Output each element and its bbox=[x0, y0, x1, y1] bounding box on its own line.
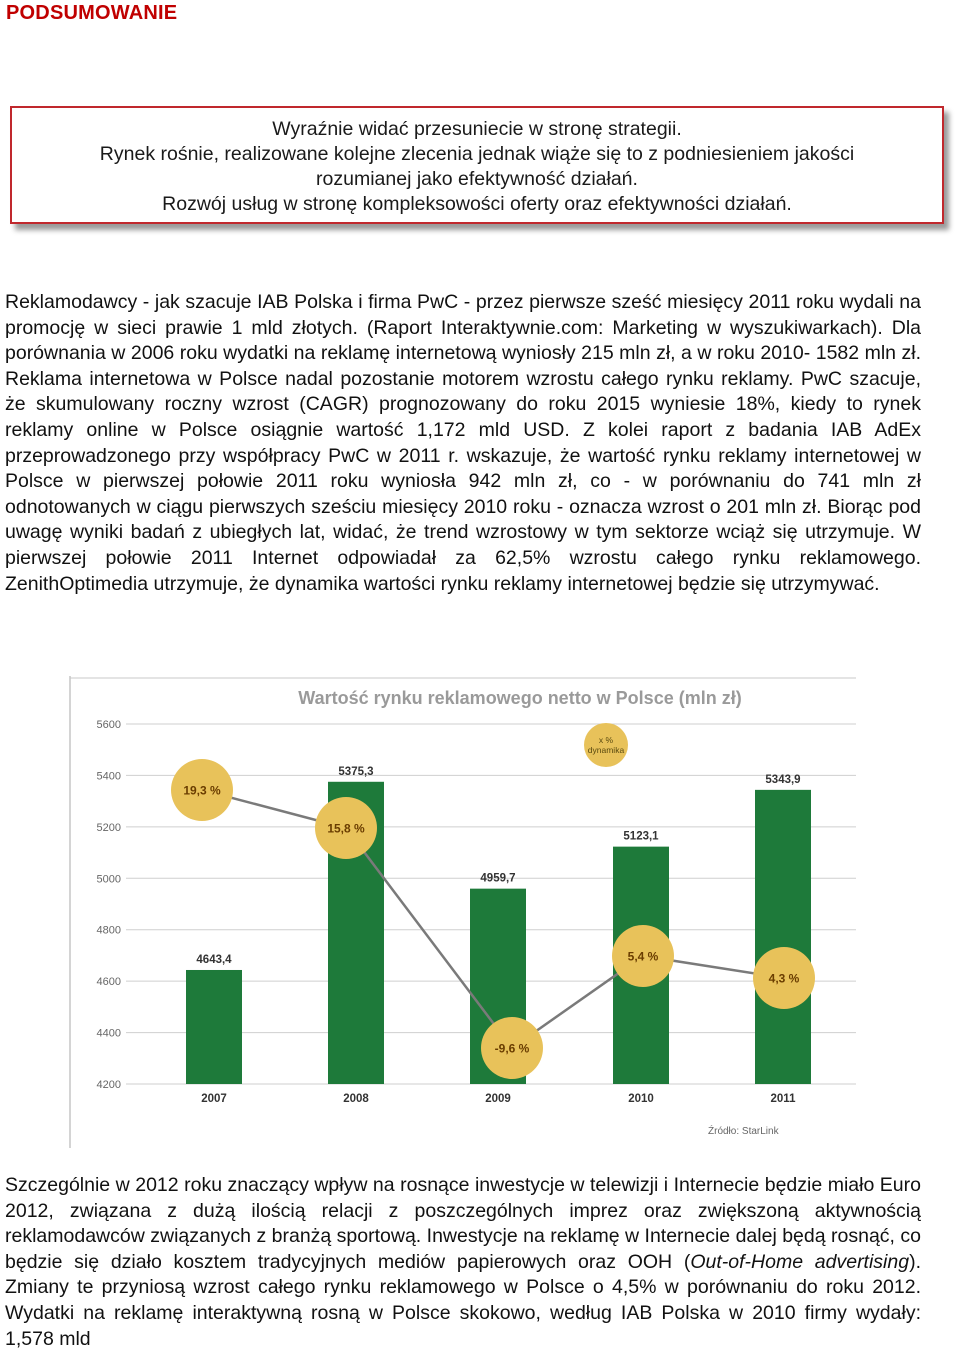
section-heading: PODSUMOWANIE bbox=[6, 2, 178, 24]
paragraph-internet-advertising: Reklamodawcy - jak szacuje IAB Polska i firma PwC - przez pierwsze sześć miesięcy 2011 roku wydali na promocję w sieci prawie 1 mld złotych. (Raport Interaktywnie.com: Marketing w wyszukiwarkach). Dla porównania w 2006 roku wydatki na reklamę internetową wyniosły 215 mln zł, a w roku 2010- 1582 mln zł. Reklama internetowa w Polsce nadal pozostanie motorem wzrostu całego rynku reklamy. PwC szacuje, że skumulowany roczny wzrost (CAGR) prognozowany do roku 2015 wyniesie 18%, kiedy to rynek reklamy online w Polsce osiągnie wartość 1,172 mld USD. Z kolei raport z badania IAB AdEx przeprowadzonego przy współpracy PwC w 2011 r. wskazuje, że wartość rynku reklamy internetowej w Polsce w pierwszej połowie 2011 roku wyniosła 942 mln zł, co - w porównaniu do 741 mln zł odnotowanych w ciągu pierwszych sześciu miesięcy 2010 roku - oznacza wzrost o 201 mln zł. Biorąc pod uwagę wyniki badań z ubiegłych lat, widać, że trend wzrostowy w tym sektorze wciąż się utrzymuje. W pierwszej połowie 2011 Internet odpowiadał za 62,5% wzrostu całego rynku reklamowego. ZenithOptimedia utrzymuje, że dynamika wartości rynku reklamy internetowej będzie się utrzymywać. bbox=[5, 291, 921, 595]
paragraph2-text-b: ). Zmiany te przyniosą wzrost całego rynku reklamowego w Polsce o 4,5% w porównaniu do roku 2012. Wydatki na reklamę interaktywną rosną w Polsce skokowo, według IAB Polska w 2010 firmy wydały: 1,578 mld bbox=[5, 1250, 922, 1350]
x-tick-label: 2009 bbox=[485, 1093, 511, 1105]
summary-callout-box bbox=[10, 106, 944, 224]
bar-value-label: 5375,3 bbox=[338, 765, 374, 778]
market-value-chart bbox=[68, 676, 858, 1150]
dynamics-badge-label: -9,6 % bbox=[494, 1041, 530, 1056]
legend-badge-bottom: dynamika bbox=[587, 745, 625, 755]
dynamics-badge-label: 15,8 % bbox=[327, 821, 365, 836]
x-tick-label: 2008 bbox=[343, 1093, 369, 1105]
x-tick-label: 2007 bbox=[201, 1093, 227, 1105]
y-tick-label: 5400 bbox=[96, 770, 121, 783]
dynamics-legend-badge bbox=[584, 723, 628, 767]
chart-svg bbox=[68, 676, 858, 1150]
y-tick-label: 4800 bbox=[96, 924, 121, 937]
legend-badge-top: x % bbox=[598, 735, 614, 745]
bar-value-label: 5343,9 bbox=[765, 773, 801, 786]
callout-line-3: rozumianej jako efektywność działań. bbox=[316, 168, 638, 190]
y-tick-label: 5200 bbox=[96, 821, 121, 834]
bar bbox=[755, 790, 811, 1084]
y-tick-label: 4200 bbox=[96, 1079, 121, 1091]
dynamics-badge-label: 4,3 % bbox=[768, 971, 800, 986]
paragraph2-text-a: Szczególnie w 2012 roku znaczący wpływ na rosnące inwestycje w telewizji i Internecie będzie miało Euro 2012, związana z dużą ilością relacji z poszczególnych imprez oraz zwiększoną aktywnością reklamodawców związanych z branżą sportową. Inwestycje na reklamę w Internecie dalej będą rosnąć, co będzie się działo kosztem tradycyjnych mediów papierowych oraz OOH ( bbox=[5, 1174, 921, 1273]
paragraph-euro-2012 bbox=[5, 1173, 921, 1352]
y-tick-label: 4600 bbox=[96, 976, 121, 989]
bar bbox=[186, 970, 242, 1084]
dynamics-badge-label: 19,3 % bbox=[183, 783, 221, 798]
y-tick-label: 5000 bbox=[96, 873, 121, 886]
x-tick-label: 2010 bbox=[628, 1093, 654, 1105]
bar-value-label: 4959,7 bbox=[480, 872, 516, 885]
chart-source: Źródło: StarLink bbox=[708, 1126, 779, 1137]
x-tick-label: 2011 bbox=[770, 1093, 796, 1105]
chart-title: Wartość rynku reklamowego netto w Polsce (mln zł) bbox=[298, 688, 742, 708]
paragraph2-italic: Out-of-Home advertising bbox=[690, 1250, 910, 1273]
callout-line-4: Rozwój usług w stronę kompleksowości oferty oraz efektywności działań. bbox=[162, 193, 792, 215]
y-tick-label: 4400 bbox=[96, 1027, 121, 1040]
callout-line-2: Rynek rośnie, realizowane kolejne zlecenia jednak wiąże się to z podniesieniem jakości bbox=[99, 143, 855, 165]
callout-line-1: Wyraźnie widać przesuniecie w stronę strategii. bbox=[272, 118, 682, 140]
bar-value-label: 5123,1 bbox=[623, 830, 659, 843]
dynamics-badge-label: 5,4 % bbox=[627, 949, 659, 964]
y-tick-label: 5600 bbox=[96, 719, 121, 731]
bar-value-label: 4643,4 bbox=[196, 953, 232, 966]
